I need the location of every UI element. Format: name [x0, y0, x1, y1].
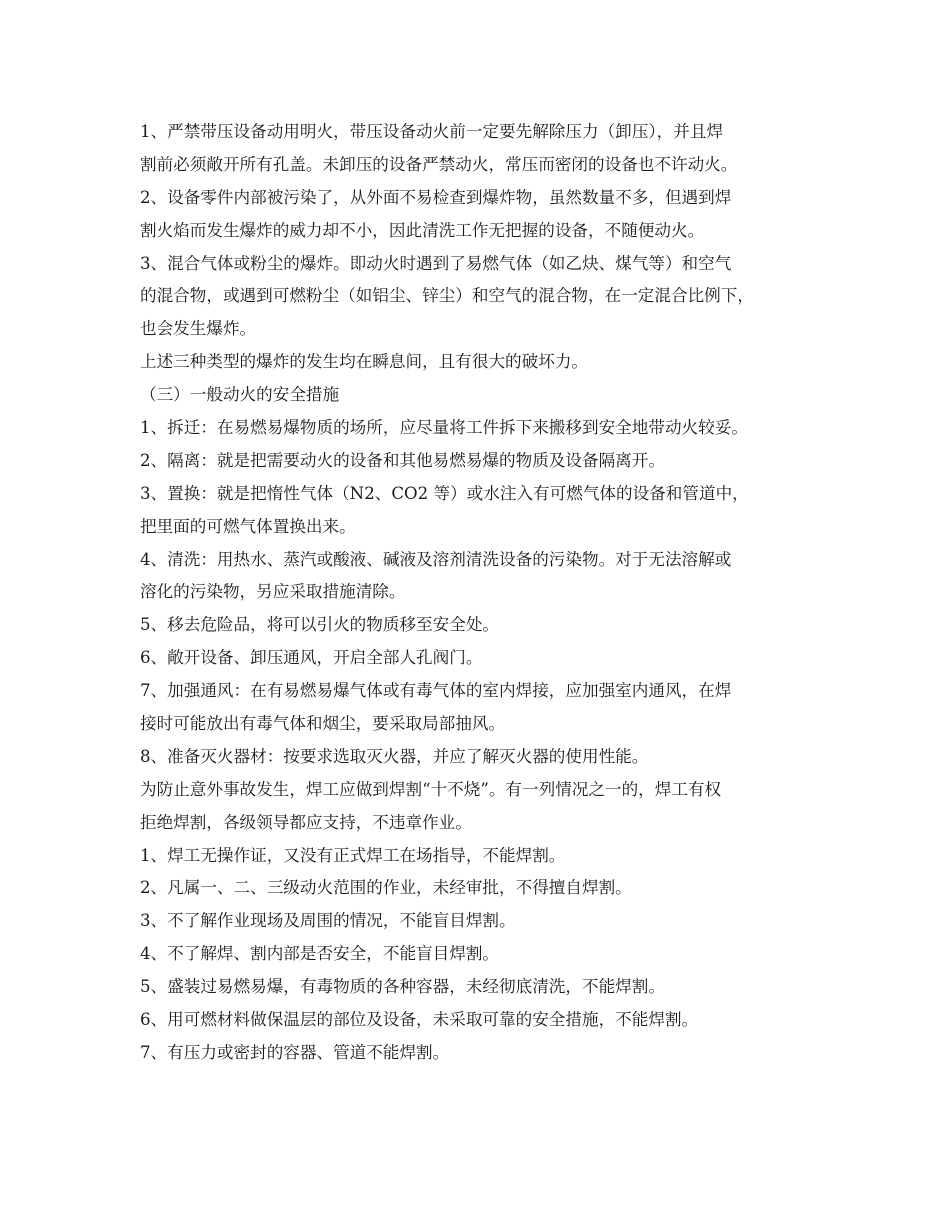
text-line-14: 4、清洗：用热水、蒸汽或酸液、碱液及溶剂清洗设备的污染物。对于无法溶解或 — [140, 549, 732, 569]
text-line-26: 4、不了解焊、割内部是否安全，不能盲目焊割。 — [140, 944, 500, 964]
text-line-10: 1、拆迁：在易燃易爆物质的场所，应尽量将工件拆下来搬移到安全地带动火较妥。 — [140, 418, 748, 438]
text-line-4: 割火焰而发生爆炸的威力却不小，因此清洗工作无把握的设备，不随便动火。 — [140, 220, 705, 240]
text-line-7: 也会发生爆炸。 — [140, 319, 257, 339]
text-line-3: 2、设备零件内部被污染了，从外面不易检查到爆炸物，虽然数量不多，但遇到焊 — [140, 187, 732, 207]
text-line-15: 溶化的污染物，另应采取措施清除。 — [140, 582, 406, 602]
text-line-6: 的混合物，或遇到可燃粉尘（如铝尘、锌尘）和空气的混合物，在一定混合比例下， — [140, 286, 754, 306]
text-line-25: 3、不了解作业现场及周围的情况，不能盲目焊割。 — [140, 911, 516, 931]
text-line-18: 7、加强通风：在有易燃易爆气体或有毒气体的室内焊接，应加强室内通风，在焊 — [140, 681, 732, 701]
text-line-13: 把里面的可燃气体置换出来。 — [140, 516, 356, 536]
text-line-17: 6、敞开设备、卸压通风，开启全部人孔阀门。 — [140, 648, 483, 668]
text-line-23: 1、焊工无操作证，又没有正式焊工在场指导，不能焊割。 — [140, 845, 566, 865]
text-line-16: 5、移去危险品，将可以引火的物质移至安全处。 — [140, 615, 500, 635]
text-line-22: 拒绝焊割，各级领导都应支持，不违章作业。 — [140, 812, 472, 832]
text-line-12: 3、置换：就是把惰性气体（N2、CO2 等）或水注入有可燃气体的设备和管道中， — [140, 483, 749, 503]
text-line-27: 5、盛装过易燃易爆，有毒物质的各种容器，未经彻底清洗，不能焊割。 — [140, 977, 665, 997]
text-line-28: 6、用可燃材料做保温层的部位及设备，未采取可靠的安全措施，不能焊割。 — [140, 1010, 699, 1030]
text-line-11: 2、隔离：就是把需要动火的设备和其他易燃易爆的物质及设备隔离开。 — [140, 450, 665, 470]
text-line-8: 上述三种类型的爆炸的发生均在瞬息间，且有很大的破坏力。 — [140, 352, 589, 372]
text-line-20: 8、准备灭火器材：按要求选取灭火器，并应了解灭火器的使用性能。 — [140, 746, 649, 766]
document-body — [140, 116, 830, 1070]
text-line-21: 为防止意外事故发生，焊工应做到焊割“十不烧”。有一列情况之一的，焊工有权 — [140, 779, 722, 799]
section-heading: （三）一般动火的安全措施 — [140, 385, 340, 405]
text-line-29: 7、有压力或密封的容器、管道不能焊割。 — [140, 1042, 450, 1062]
text-line-5: 3、混合气体或粉尘的爆炸。即动火时遇到了易燃气体（如乙炔、煤气等）和空气 — [140, 253, 732, 273]
text-line-24: 2、凡属一、二、三级动火范围的作业，未经审批，不得擅自焊割。 — [140, 878, 632, 898]
text-line-19: 接时可能放出有毒气体和烟尘，要采取局部抽风。 — [140, 714, 506, 734]
text-line-1: 1、严禁带压设备动用明火，带压设备动火前一定要先解除压力（卸压），并且焊 — [140, 122, 724, 141]
text-line-2: 割前必须敞开所有孔盖。未卸压的设备严禁动火，常压而密闭的设备也不许动火。 — [140, 154, 738, 174]
